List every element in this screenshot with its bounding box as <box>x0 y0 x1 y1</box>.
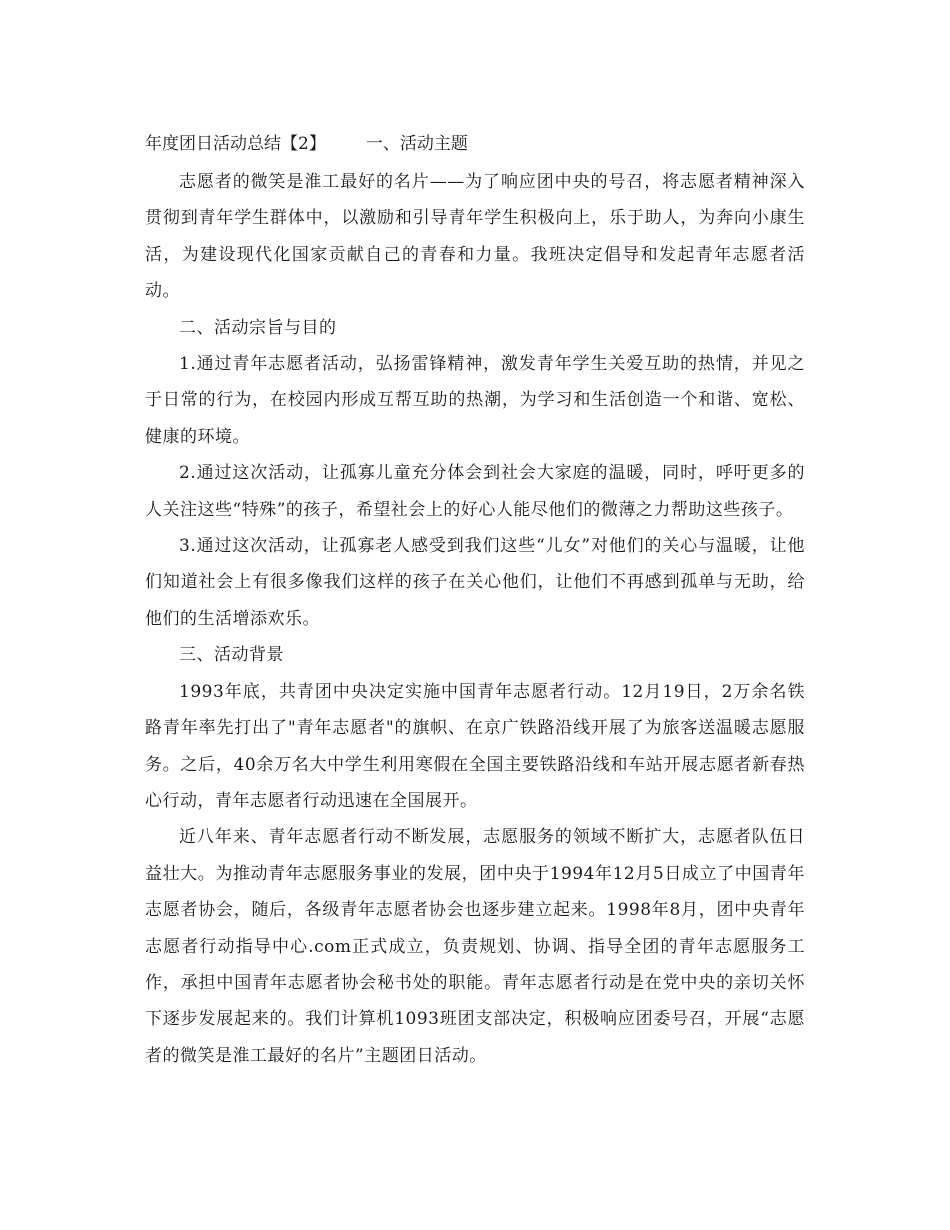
paragraph: 近八年来、青年志愿者行动不断发展，志愿服务的领域不断扩大，志愿者队伍日益壮大。为推动青年志愿服务事业的发展，团中央于1994年12月5日成立了中国青年志愿者协会，随后，各级青年志愿者协会也逐步建立起来。1998年8月，团中央青年志愿者行动指导中心.com正式成立，负责规划、协调、指导全团的青年志愿服务工作，承担中国青年志愿者协会秘书处的职能。青年志愿者行动是在党中央的亲切关怀下逐步发展起来的。我们计算机1093班团支部决定，积极响应团委号召，开展“志愿者的微笑是淮工最好的名片”主题团日活动。 <box>145 827 805 1066</box>
paragraph: 志愿者的微笑是淮工最好的名片——为了响应团中央的号召，将志愿者精神深入贯彻到青年学生群体中，以激励和引导青年学生积极向上，乐于助人，为奔向小康生活，为建设现代化国家贡献自己的青春和力量。我班决定倡导和发起青年志愿者活动。 <box>145 172 805 302</box>
title-line <box>145 128 805 160</box>
section-heading-1: 一、活动主题 <box>365 134 468 154</box>
paragraph: 1993年底，共青团中央决定实施中国青年志愿者行动。12月19日，2万余名铁路青年率先打出了"青年志愿者"的旗帜、在京广铁路沿线开展了为旅客送温暖志愿服务。之后，40余万名大中学生利用寒假在全国主要铁路沿线和车站开展志愿者新春热心行动，青年志愿者行动迅速在全国展开。 <box>145 681 805 811</box>
paragraph: 1.通过青年志愿者活动，弘扬雷锋精神，激发青年学生关爱互助的热情，并见之于日常的行为，在校园内形成互帮互助的热潮，为学习和生活创造一个和谐、宽松、健康的环境。 <box>145 354 805 447</box>
section-heading-2: 二、活动宗旨与目的 <box>179 317 337 338</box>
paragraph: 3.通过这次活动，让孤寡老人感受到我们这些“儿女”对他们的关心与温暖，让他们知道社会上有很多像我们这样的孩子在关心他们，让他们不再感到孤单与无助，给他们的生活增添欢乐。 <box>145 536 805 629</box>
section-heading-3: 三、活动背景 <box>179 645 284 666</box>
document-page <box>145 128 805 1074</box>
document-title: 年度团日活动总结【2】 <box>145 134 326 154</box>
paragraph: 2.通过这次活动，让孤寡儿童充分体会到社会大家庭的温暖，同时，呼吁更多的人关注这些“特殊”的孩子，希望社会上的好心人能尽他们的微薄之力帮助这些孩子。 <box>145 463 805 520</box>
